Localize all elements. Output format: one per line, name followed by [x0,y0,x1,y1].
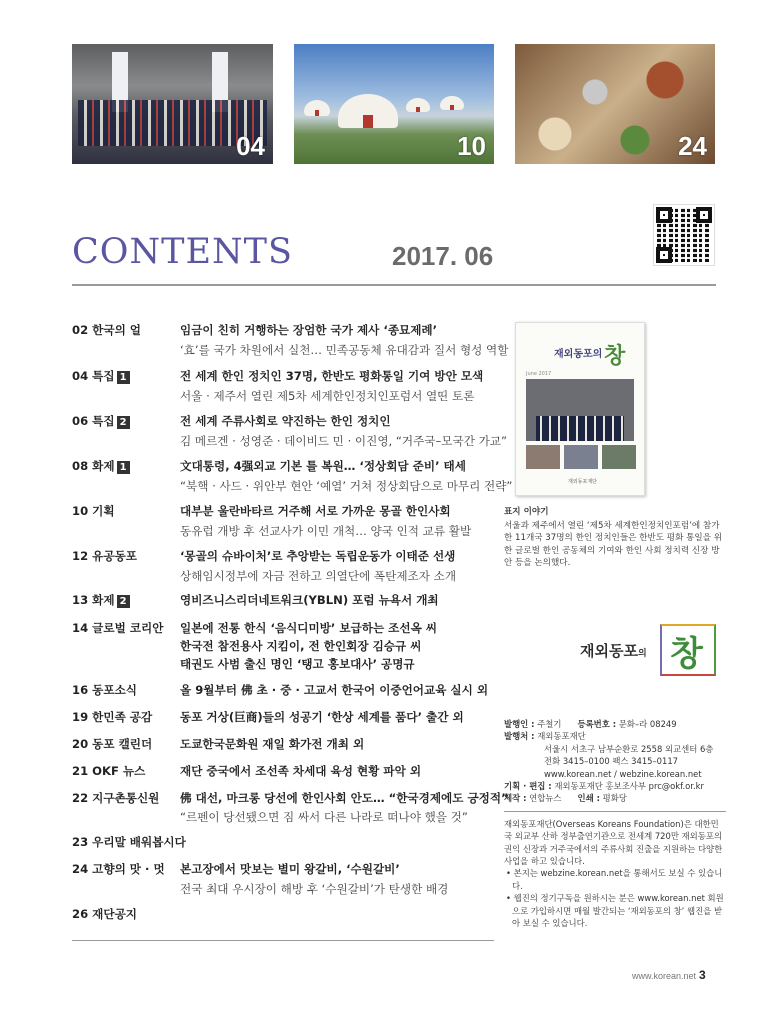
publisher-info [504,718,726,930]
toc-subtitle: 김 메르겐 · 성영준 · 데이비드 민 · 이진영, “거주국–모국간 가교” [180,434,507,448]
toc-title: 올 9월부터 佛 초 · 중 · 고교서 한국어 이중언어교육 실시 외 [180,683,489,697]
topic-number-box: 1 [117,461,130,474]
cover-crowd [536,416,624,441]
toc-subtitle: 상해임시정부에 자금 전하고 의열단에 폭탄제조자 소개 [180,569,457,583]
toc-title: 전 세계 한인 정치인 37명, 한반도 평화통일 기여 방안 모색 [180,369,484,383]
web-line: www.korean.net / webzine.korean.net [544,768,702,779]
cover-caption [504,506,726,569]
toc-title: 본고장에서 맛보는 별미 왕갈비, ‘수원갈비’ [180,862,400,876]
toc-subtitle: 서울 · 제주서 열린 제5차 세계한인정치인포럼서 열띤 토론 [180,389,475,403]
toc-subtitle: “북핵 · 사드 · 위안부 현안 ‘예열’ 거쳐 정상회담으로 마무리 전략” [180,479,513,493]
editor-line: 기획 · 편집 : 재외동포재단 홍보조사부 prc@okf.or.kr [504,781,704,792]
toc-title: 도쿄한국문화원 재일 화가전 개최 외 [180,737,365,751]
topic-number-box: 2 [117,595,130,608]
cover-foot: 재외동포재단 [568,479,597,485]
feature-number-box: 1 [117,371,130,384]
cover-small-photo [526,445,560,469]
production-line: 제작 : 연합뉴스 인쇄 : 평화당 [504,793,627,804]
cover-issue: June 2017 [526,371,552,377]
toc-section: 21 OKF 뉴스 [72,764,146,778]
address-line: 서울시 서초구 남부순환로 2558 외교센터 6층 [544,743,714,754]
toc-title: 동포 거상(巨商)들의 성공기 ‘한상 세계를 품다’ 출간 외 [180,710,464,724]
photo-page-number: 04 [236,131,265,161]
page-title: CONTENTS [72,232,293,272]
toc-subtitle: “르펜이 당선됐으면 짐 싸서 다른 나라로 떠나야 했을 것” [180,810,468,824]
photo-galbi-table [515,44,715,164]
toc-section: 22 지구촌통신원 [72,791,160,805]
footer-site[interactable]: www.korean.net [632,971,697,981]
toc-section: 08 화제 1 [72,456,180,476]
logo-char: 창 [670,634,703,674]
page-footer [632,968,706,982]
toc-section: 10 기획 [72,504,115,518]
yurt [406,98,430,112]
cover-small-photo [564,445,598,469]
toc-subtitle: ‘효’를 국가 차원에서 실천… 민족공동체 유대감과 질서 형성 역할 [180,343,509,357]
photo-page-number: 10 [457,131,486,161]
photo-mongolia-yurts [294,44,494,164]
toc-title: 대부분 울란바타르 거주해 서로 가까운 몽골 한인사회 [180,504,451,518]
toc-title: ‘몽골의 슈바이처’로 추앙받는 독립운동가 이태준 선생 [180,549,456,563]
cover-caption-text: 서울과 제주에서 열린 ‘제5차 세계한인정치인포럼’에 참가한 11개국 37명의 한인 정치인들은 한반도 평화 통일을 위한 글로벌 한인 공동체의 기여와 한인 사회 정치력 신장 방안 등을 논의했다. [504,521,723,568]
cover-logo-text: 재외동포의 [554,349,603,360]
yurt [338,94,398,128]
qr-finder [656,207,672,223]
toc-section: 12 유공동포 [72,549,137,563]
feature-number-box: 2 [117,416,130,429]
qr-finder [656,247,672,263]
qr-code[interactable] [654,205,714,265]
toc-section: 19 한민족 공감 [72,710,153,724]
cover-logo-char: 창 [604,344,626,369]
toc-section: 20 동포 캘린더 [72,737,153,751]
yurt [440,96,464,110]
title-rule [72,284,716,286]
publisher-line: 발행인 : 주철기 등록번호 : 문화–라 08249 [504,719,677,729]
cover-small-photo [602,445,636,469]
toc-section: 16 동포소식 [72,683,137,697]
toc-title: 한국전 참전용사 지킴이, 전 한인회장 김승규 씨 [180,639,422,653]
photo-forum-group [72,44,273,164]
toc-title: 임금이 친히 거행하는 장엄한 국가 제사 ‘종묘제례’ [180,323,438,337]
info-bullet: • 본지는 webzine.korean.net을 통해서도 보실 수 있습니다. [506,868,723,891]
foundation-about: 재외동포재단(Overseas Koreans Foundation)은 대한민국 외교부 산하 정부출연기관으로 전세계 720만 재외동포의 권익 신장과 거주국에서의 주류사회 진출을 지원하는 다양한 사업을 하고 있습니다. [504,811,726,868]
toc-section: 24 고향의 맛 · 멋 [72,862,165,876]
toc-title: 재단 중국에서 조선족 차세대 육성 현황 파악 외 [180,764,422,778]
toc-title: 文대통령, 4强외교 기본 틀 복원… ‘정상회담 준비’ 태세 [180,459,466,473]
toc-section: 06 특집 2 [72,411,180,431]
toc-title: 태권도 사범 출신 명인 ‘탱고 홍보대사’ 공명규 [180,657,415,671]
phone-line: 전화 3415–0100 팩스 3415–0117 [544,756,678,767]
toc-title: 일본에 전통 한식 ‘음식디미방’ 보급하는 조선옥 씨 [180,621,438,635]
issue-date: 2017. 06 [392,241,494,271]
toc-subtitle: 동유럽 개방 후 선교사가 이민 개척… 양국 인적 교류 활발 [180,524,472,538]
qr-finder [696,207,712,223]
issuer-line: 발행처 : 재외동포재단 [504,731,586,742]
logo-text: 재외동포의 [580,642,647,660]
toc-section: 14 글로벌 코리안 [72,621,164,635]
cover-thumbnail[interactable] [515,322,645,496]
toc-section: 26 재단공지 [72,907,137,921]
toc-bottom-rule [72,940,494,941]
toc-section: 02 한국의 얼 [72,323,142,337]
magazine-logo [580,628,716,672]
toc-section: 13 화제 2 [72,590,180,610]
toc-section: 23 우리말 배워봅시다 [72,835,186,849]
toc-section: 04 특집 1 [72,366,180,386]
page-number: 3 [699,968,706,982]
toc-subtitle: 전국 최대 우시장이 해방 후 ‘수원갈비’가 탄생한 배경 [180,882,449,896]
photo-page-number: 24 [678,131,707,161]
cover-main-photo [526,379,634,441]
info-bullet: • 웹진의 정기구독을 원하시는 분은 www.korean.net 회원으로 가입하시면 매월 발간되는 ‘재외동포의 창’ 웹진을 받아 보실 수 있습니다. [506,893,724,929]
cover-caption-heading: 표지 이야기 [504,507,549,517]
toc-title: 佛 대선, 마크롱 당선에 한인사회 안도… “한국경제에도 긍정적” [180,791,509,805]
toc-title: 전 세계 주류사회로 약진하는 한인 정치인 [180,414,391,428]
yurt [304,100,330,116]
toc-title: 영비즈니스리더네트워크(YBLN) 포럼 뉴욕서 개최 [180,593,439,607]
